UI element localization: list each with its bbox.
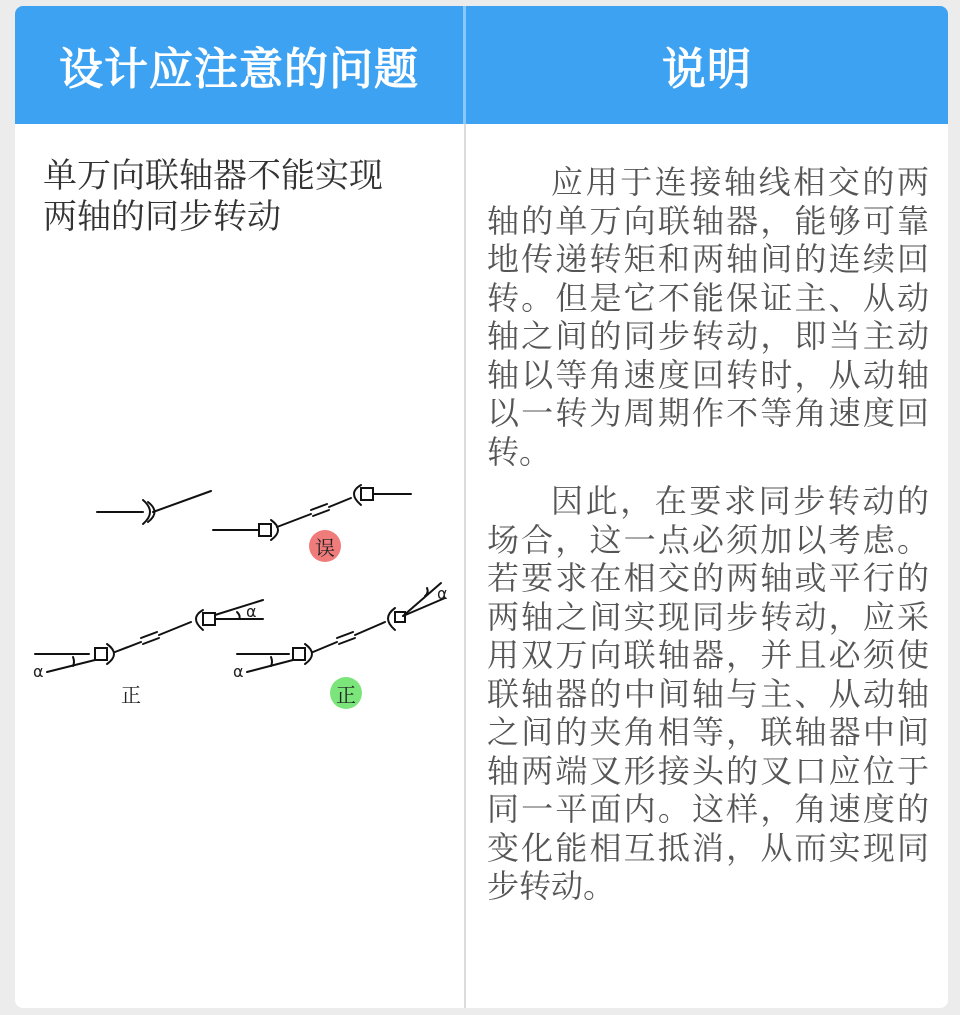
coupling-diagram [15,466,463,726]
issue-text [43,156,443,238]
angle-arc-2 [237,612,240,619]
issue-line-2: 两轴的同步转动 [43,197,281,237]
issue-line-1: 单万向联轴器不能实现 [43,156,383,196]
angle-arc-4 [425,588,428,596]
column-divider [464,124,466,1008]
double-joint-wrong [213,485,411,540]
description-paragraph-2: 因此，在要求同步转动的场合，这一点必须加以考虑。若要求在相交的两轴或平行的两轴之间实现同步转动，应采用双万向联轴器，并且必须使联轴器的中间轴与主、从动轴之间的夹角相等，联轴器中间轴两端叉形接头的叉口应位于同一平面内。这样，角速度的变化能相互抵消，从而实现同步转动。 [487,482,929,905]
description-text [487,163,929,917]
header-issue-title: 设计应注意的问题 [59,44,419,95]
wrong-badge: 误 [309,530,341,562]
table-card [15,6,948,1008]
alpha-label-2: α [246,602,257,621]
table-header [15,6,948,124]
single-joint-top-left [97,491,211,524]
angle-arc-1 [73,657,74,666]
angle-arc-3 [271,657,272,666]
double-joint-correct-2 [237,583,445,672]
double-joint-correct-1 [35,600,263,672]
header-description-title: 说明 [662,44,752,95]
coupling-diagram-svg [15,466,463,726]
description-paragraph-1: 应用于连接轴线相交的两轴的单万向联轴器，能够可靠地传递转矩和两轴间的连续回转。但是它不能保证主、从动轴之间的同步转动，即当主动轴以等角速度回转时，从动轴以一转为周期作不等角速度回转。 [487,163,929,471]
correct-badge: 正 [330,677,362,709]
alpha-label-3: α [233,662,244,681]
alpha-label-4: α [437,584,448,603]
correct-caption: 正 [121,683,141,707]
alpha-label-1: α [33,662,44,681]
